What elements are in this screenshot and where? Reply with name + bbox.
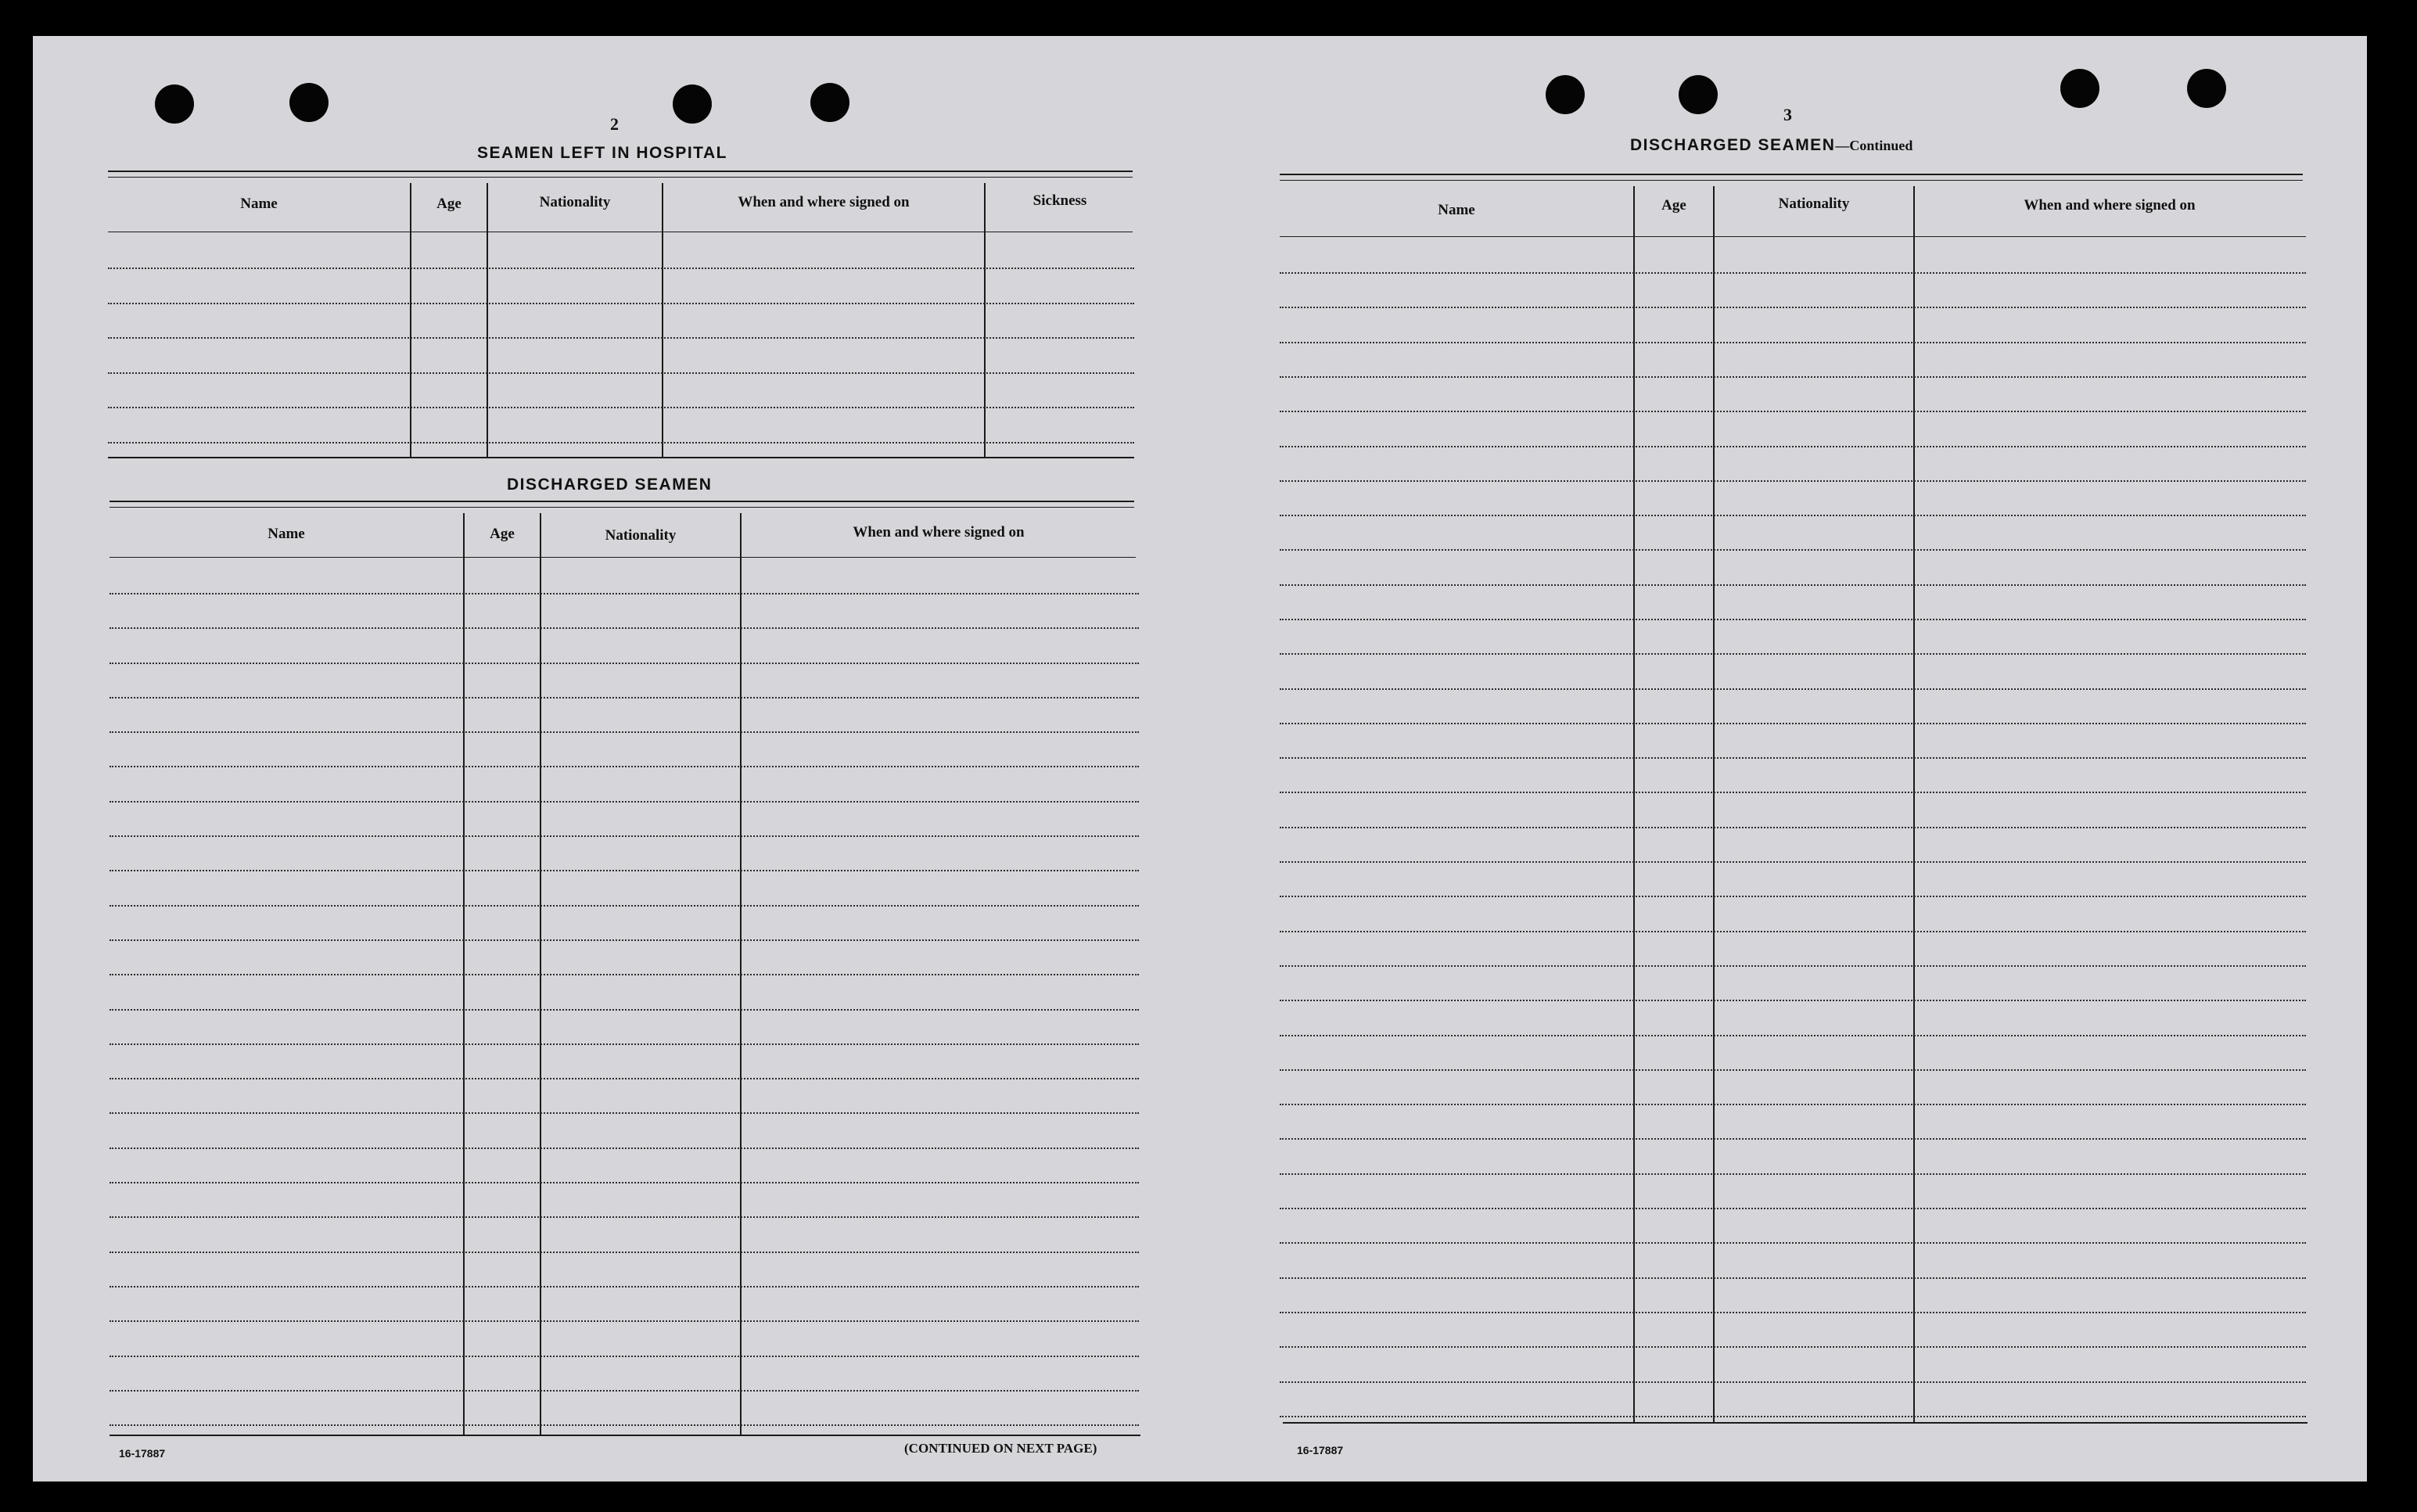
continued-top-rule	[1280, 180, 2303, 181]
ruling-line	[1280, 619, 2306, 620]
hospital-top-rule	[108, 177, 1133, 178]
ruling-line	[1280, 376, 2306, 378]
ruling-line	[110, 731, 1139, 733]
ruling-line	[1280, 1381, 2306, 1383]
continued-note: (CONTINUED ON NEXT PAGE)	[904, 1441, 1097, 1456]
ruling-line	[1280, 861, 2306, 863]
hospital-col-divider	[662, 183, 663, 457]
ruling-line	[1280, 653, 2306, 655]
continued-col-divider	[1713, 186, 1715, 1422]
binder-hole	[2187, 69, 2226, 108]
ruling-line	[1280, 307, 2306, 308]
ruling-line	[110, 835, 1139, 837]
hospital-col-name: Name	[240, 196, 278, 212]
binder-hole	[289, 83, 329, 122]
ruling-line	[110, 593, 1139, 594]
hospital-col-sickness: Sickness	[1033, 192, 1087, 209]
discharged-col-signed-on: When and where signed on	[853, 524, 1025, 541]
ruling-line	[1280, 1104, 2306, 1105]
discharged-continued-title-suffix: —Continued	[1835, 138, 1913, 153]
discharged-col-age: Age	[490, 526, 515, 542]
hospital-col-signed-on: When and where signed on	[738, 194, 910, 210]
ruling-line	[1280, 446, 2306, 447]
page-number: 3	[1783, 105, 1792, 124]
ruling-line	[110, 905, 1139, 907]
ruling-line	[1280, 272, 2306, 274]
ruling-line	[1280, 1000, 2306, 1001]
continued-col-divider	[1633, 186, 1635, 1422]
ruling-line	[110, 1286, 1139, 1288]
ruling-line	[110, 1009, 1139, 1011]
ruling-line	[1280, 1312, 2306, 1313]
ruling-line	[108, 337, 1134, 339]
ruling-line	[1280, 1277, 2306, 1279]
form-number: 16-17887	[1297, 1444, 1344, 1456]
ruling-line	[110, 1147, 1139, 1149]
ruling-line	[1280, 1242, 2306, 1244]
ruling-line	[110, 766, 1139, 767]
hospital-col-divider	[487, 183, 488, 457]
ruling-line	[110, 1182, 1139, 1183]
ruling-line	[110, 870, 1139, 871]
ruling-line	[1280, 688, 2306, 690]
binder-hole	[155, 84, 194, 124]
hospital-col-divider	[984, 183, 986, 457]
ruling-line	[110, 1216, 1139, 1218]
continued-col-name: Name	[1438, 202, 1475, 218]
discharged-col-name: Name	[268, 526, 305, 542]
form-sheet	[33, 36, 2367, 1481]
ruling-line	[110, 1043, 1139, 1045]
binder-hole	[673, 84, 712, 124]
ruling-line	[108, 372, 1134, 374]
binder-hole	[1546, 75, 1585, 114]
hospital-col-age: Age	[436, 196, 461, 212]
ruling-line	[1280, 757, 2306, 759]
binder-hole	[2060, 69, 2099, 108]
ruling-line	[1280, 723, 2306, 724]
ruling-line	[110, 939, 1139, 941]
discharged-section-title: DISCHARGED SEAMEN	[507, 476, 713, 494]
ruling-line	[1280, 549, 2306, 551]
page-number: 2	[610, 114, 619, 134]
ruling-line	[110, 663, 1139, 664]
hospital-section-title: SEAMEN LEFT IN HOSPITAL	[477, 144, 727, 162]
discharged-top-rule	[110, 501, 1134, 502]
continued-col-age: Age	[1661, 197, 1686, 214]
ruling-line	[1280, 827, 2306, 828]
ruling-line	[110, 1320, 1139, 1322]
ruling-line	[1280, 931, 2306, 932]
ruling-line	[1280, 1069, 2306, 1071]
hospital-col-divider	[410, 183, 411, 457]
ruling-line	[110, 627, 1139, 629]
ruling-line	[1280, 584, 2306, 586]
ruling-line	[110, 1424, 1139, 1426]
ruling-line	[1280, 965, 2306, 967]
discharged-continued-title	[1630, 136, 1912, 155]
discharged-bottom-rule	[110, 1435, 1140, 1436]
binder-hole	[1679, 75, 1718, 114]
ruling-line	[1280, 896, 2306, 897]
ruling-line	[1280, 1208, 2306, 1209]
ruling-line	[110, 1252, 1139, 1253]
ruling-line	[108, 268, 1134, 269]
ruling-line	[108, 407, 1134, 408]
discharged-col-nationality: Nationality	[605, 527, 677, 544]
hospital-col-nationality: Nationality	[539, 194, 611, 210]
ruling-line	[1280, 1346, 2306, 1348]
form-number: 16-17887	[119, 1447, 166, 1460]
discharged-header-rule	[110, 557, 1136, 558]
ruling-line	[110, 1078, 1139, 1079]
ruling-line	[110, 801, 1139, 803]
ruling-line	[1280, 1035, 2306, 1036]
ruling-line	[110, 974, 1139, 975]
continued-header-rule	[1280, 236, 2306, 237]
ruling-line	[108, 442, 1134, 444]
hospital-top-rule	[108, 171, 1133, 172]
ruling-line	[1280, 342, 2306, 343]
ruling-line	[1280, 1173, 2306, 1175]
ruling-line	[108, 303, 1134, 304]
ruling-line	[1280, 1138, 2306, 1140]
discharged-continued-title-main: DISCHARGED SEAMEN	[1630, 136, 1836, 154]
ruling-line	[1280, 411, 2306, 412]
ruling-line	[1280, 792, 2306, 793]
hospital-bottom-rule	[108, 457, 1134, 458]
binder-hole	[810, 83, 849, 122]
ruling-line	[1280, 480, 2306, 482]
ruling-line	[110, 1112, 1139, 1114]
continued-bottom-rule	[1283, 1422, 2307, 1424]
continued-col-signed-on: When and where signed on	[2024, 197, 2196, 214]
continued-col-nationality: Nationality	[1778, 196, 1850, 212]
continued-top-rule	[1280, 174, 2303, 175]
ruling-line	[110, 1356, 1139, 1357]
ruling-line	[110, 697, 1139, 699]
ruling-line	[1280, 515, 2306, 516]
ruling-line	[1280, 1416, 2306, 1417]
discharged-top-rule	[110, 507, 1134, 508]
ruling-line	[110, 1390, 1139, 1392]
continued-col-divider	[1913, 186, 1915, 1422]
